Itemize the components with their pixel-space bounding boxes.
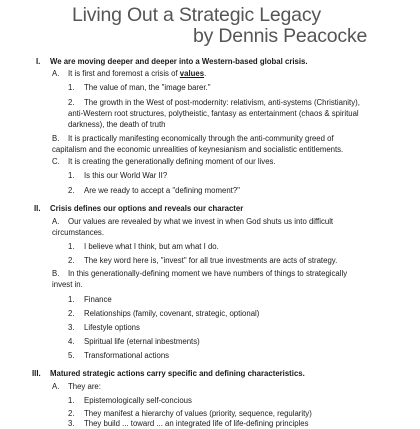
outline-item: B.	[52, 269, 60, 278]
document-author: by Dennis Peacocke	[193, 25, 368, 47]
outline-item-text: darkness), the death of truth	[68, 120, 166, 129]
outline-item-text: They are:	[68, 382, 101, 391]
outline-item-text: I believe what I think, but am what I do.	[84, 242, 219, 251]
outline-item-text: Relationships (family, covenant, strategic, optional)	[84, 309, 260, 318]
outline-item: A.	[52, 382, 60, 391]
outline-item-text: Transformational actions	[84, 351, 170, 360]
outline-item-text: The growth in the West of post-modernity: relativism, anti-systems (Christianity),	[84, 98, 360, 107]
outline-item: 1.	[68, 396, 75, 405]
outline-item-text: It is practically manifesting economically through the anti-community greed of	[68, 134, 334, 143]
outline-item: 1.	[68, 83, 75, 92]
outline-item: 2.	[68, 186, 75, 195]
outline-item-text: The value of man, the "image barer."	[84, 83, 211, 92]
outline-item-text: invest in.	[52, 280, 83, 289]
outline-item: 2.	[68, 309, 75, 318]
outline-item: 5.	[68, 351, 75, 360]
outline-item: 1.	[68, 171, 75, 180]
outline-item: 3.	[68, 323, 75, 332]
document-page: Living Out a Strategic Legacy by Dennis Peacocke I. We are moving deeper and deeper into a Western-based global crisis. A. It is first and foremost a crisis of values. 1. The value of man, the "image barer." 2. The growth in the West of post-modernity: relativism, anti-systems (Christianity), anti-Western root structures, polytheistic, fantasy as entertainment (chaos & spiritual darkness), the death of truth B. It is practically manifesting economically through the anti-community greed of capitalism and the economic unrealities of keynesianism and socialistic entitlements. C. It is creating the generationally defining moment of our lives. 1. Is this our World War II? 2. Are we ready to accept a "defining moment?" II. Crisis defines our options and reveals our character A. Our values are revealed by what we invest in when God shuts us into difficult circumstances. 1. I believe what I think, but am what I do. 2. The key word here is, "invest" for all true investments are acts of strategy. B. In this generationally-defining moment we have numbers of things to strategically invest in. 1. Finance 2. Relationships (family, covenant, strategic, optional) 3. Lifestyle options 4. Spiritual life (eternal inbestments) 5. Transformational actions III. Matured strategic actions carry specific and defining characteristics. A. They are: 1. Epistemologically self-concious 2. They manifest a hierarchy of values (priority, sequence, regularity) 3. They build ... toward ... an integrated life of life-defining principles	[32, 4, 368, 428]
outline-item-text: anti-Western root structures, polytheistic, fantasy as entertainment (chaos & spiritual	[68, 109, 359, 118]
outline-item: A.	[52, 69, 60, 78]
outline-item: 2.	[68, 256, 75, 265]
outline-item: 4.	[68, 337, 75, 346]
outline-item-text: It is first and foremost a crisis of values.	[68, 69, 207, 78]
outline-item-text: Finance	[84, 295, 112, 304]
outline-item: 2.	[68, 409, 75, 418]
outline-item-text: Epistemologically self-concious	[84, 396, 192, 405]
outline-item-text: Our values are revealed by what we invest in when God shuts us into difficult	[68, 217, 334, 226]
outline-item: B.	[52, 134, 60, 143]
outline-item-text: The key word here is, "invest" for all true investments are acts of strategy.	[84, 256, 338, 265]
outline-item-text: Spiritual life (eternal inbestments)	[84, 337, 200, 346]
outline-item: A.	[52, 217, 60, 226]
outline-item-text: Lifestyle options	[84, 323, 140, 332]
outline-item-text: They manifest a hierarchy of values (priority, sequence, regularity)	[84, 409, 312, 418]
document-title: Living Out a Strategic Legacy	[72, 4, 321, 26]
outline-item-text: Are we ready to accept a "defining moment?"	[84, 186, 240, 195]
outline-item-text: circumstances.	[52, 228, 104, 237]
outline-item-text: It is creating the generationally defining moment of our lives.	[68, 157, 276, 166]
outline-item: 3.	[68, 419, 75, 428]
outline-item: 1.	[68, 242, 75, 251]
outline-item-text: capitalism and the economic unrealities of keynesianism and socialistic entitlements.	[52, 145, 344, 154]
outline-item: 1.	[68, 295, 75, 304]
outline-item: 2.	[68, 98, 75, 107]
outline-item-text: Is this our World War II?	[84, 171, 168, 180]
outline-item: C.	[52, 157, 60, 166]
outline-item-text: In this generationally-defining moment we have numbers of things to strategically	[68, 269, 348, 278]
outline-item-text: They build ... toward ... an integrated life of life-defining principles	[84, 419, 309, 428]
emphasis-values: values	[179, 69, 205, 78]
